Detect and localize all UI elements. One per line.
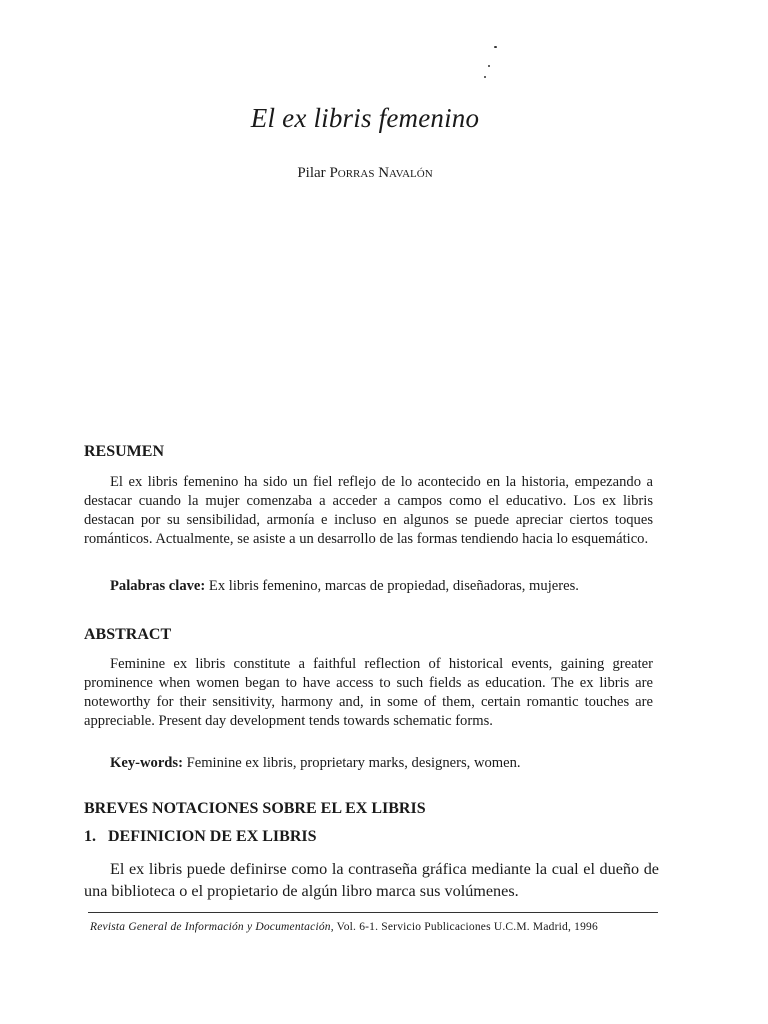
resumen-keywords-value: Ex libris femenino, marcas de propiedad, diseñadoras, mujeres. [205,578,579,594]
abstract-heading: ABSTRACT [84,626,172,643]
resumen-heading: RESUMEN [84,443,165,460]
abstract-keywords [110,755,521,772]
article-title: El ex libris femenino [250,103,480,133]
section-heading: BREVES NOTACIONES SOBRE EL EX LIBRIS [84,800,426,817]
author-name [0,165,730,182]
resumen-text: El ex libris femenino ha sido un fiel reflejo de lo acontecido en la historia, empezando a destacar cuando la mujer comenzaba a acceder a campos como el educativo. Los ex libris destacan por su sensibilidad, armonía e incluso en algunos se puede apreciar ciertos toques románticos. Actualmente, se asiste a un desarrollo de las formas tendiendo hacia lo esquemático. [84,474,653,547]
author-first-name: Pilar [297,165,330,181]
footer-rule [88,912,658,913]
abstract-keywords-value: Feminine ex libris, proprietary marks, designers, women. [182,755,521,771]
abstract-keywords-label: Key-words: [110,755,183,771]
resumen-keywords-label: Palabras clave: [110,578,206,594]
scan-speck [484,76,486,78]
resumen-keywords [110,578,579,595]
section-text: El ex libris puede definirse como la contraseña gráfica mediante la cual el dueño de una biblioteca o el propietario de algún libro marca sus volúmenes. [84,860,659,900]
footer-journal: Revista General de Información y Documentación, [90,921,334,933]
abstract-text: Feminine ex libris constitute a faithful reflection of historical events, gaining greater prominence when women began to have access to such fields as education. The ex libris are noteworthy for their sensitivity, harmony and, in some of them, certain romantic touches are appreciable. Present day development tends towards schematic forms. [84,656,653,729]
footer-citation [90,921,598,933]
section-subheading: 1. DEFINICION DE EX LIBRIS [84,828,317,845]
scan-speck [494,46,497,48]
scan-speck [488,65,490,67]
footer-details: Vol. 6-1. Servicio Publicaciones U.C.M. Madrid, 1996 [333,921,598,933]
author-last-name: Porras Navalón [329,165,433,181]
